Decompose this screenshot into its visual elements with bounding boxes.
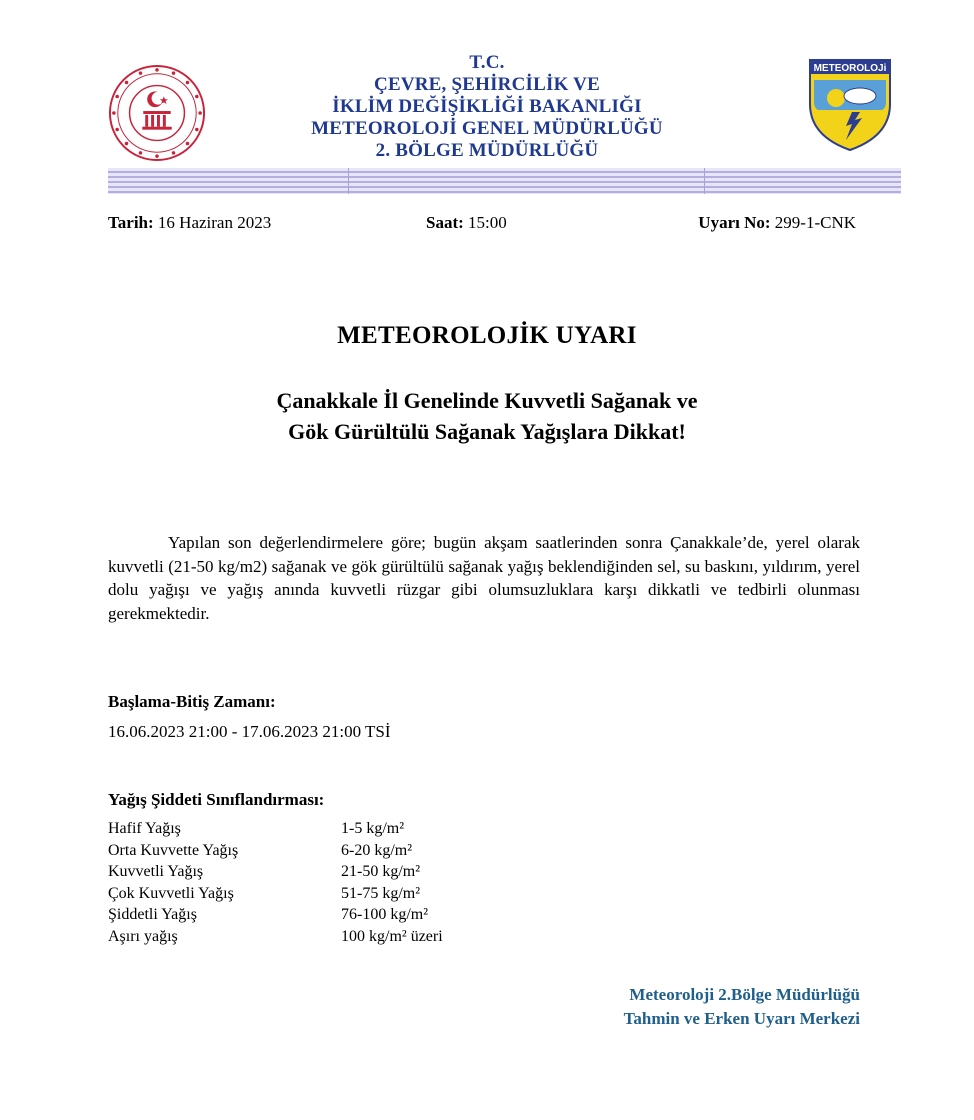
seal-star-icon bbox=[172, 151, 176, 155]
class-range: 100 kg/m² üzeri bbox=[341, 927, 443, 945]
warning-body bbox=[108, 531, 860, 625]
class-range: 76-100 kg/m² bbox=[341, 906, 429, 923]
header-divider-band bbox=[108, 168, 901, 194]
warning-subtitle bbox=[0, 385, 974, 447]
table-row bbox=[108, 840, 443, 862]
seal-star-icon bbox=[172, 71, 176, 75]
seal-star-icon bbox=[186, 81, 190, 85]
issuer-signature bbox=[624, 983, 860, 1031]
meteorology-logo-icon bbox=[806, 58, 894, 152]
header-line-ministry-1: ÇEVRE, ŞEHİRCİLİK VE bbox=[374, 74, 600, 95]
seal-star-icon bbox=[155, 68, 159, 72]
date-label: Tarih: bbox=[108, 213, 154, 232]
class-name: Kuvvetli Yağış bbox=[108, 863, 204, 880]
seal-star-icon bbox=[112, 111, 116, 115]
class-name: Şiddetli Yağış bbox=[108, 906, 197, 923]
seal-star-icon bbox=[195, 128, 199, 132]
subtitle-line-1: Çanakkale İl Genelinde Kuvvetli Sağanak ve bbox=[276, 388, 698, 413]
issuer-line-1: Meteoroloji 2.Bölge Müdürlüğü bbox=[629, 985, 860, 1004]
class-range: 1-5 kg/m² bbox=[341, 820, 405, 837]
date-value: 16 Haziran 2023 bbox=[153, 213, 272, 232]
seal-star-icon bbox=[115, 95, 119, 99]
seal-star-icon bbox=[139, 71, 143, 75]
seal-star-icon bbox=[195, 95, 199, 99]
seal-star-icon bbox=[125, 142, 129, 146]
table-row bbox=[108, 883, 443, 905]
seal-star-icon bbox=[155, 154, 159, 158]
ministry-seal-icon bbox=[108, 64, 206, 162]
time-value: 15:00 bbox=[463, 213, 507, 232]
table-row bbox=[108, 926, 443, 948]
class-name: Orta Kuvvette Yağış bbox=[108, 841, 239, 859]
warning-body-text: Yapılan son değerlendirmelere göre; bugün akşam saatlerinden sonra Çanakkale’de, yerel olarak kuvvetli (21-50 kg/m2) sağanak ve gök gürültülü sağanak yağış beklendiğinden sel, su baskını, yıldırım, yerel dolu yağışı ve yağış anında kuvvetli rüzgar gibi olumsuzluklara karşı dikkatli ve tedbirli olunması gerekmektedir. bbox=[108, 533, 860, 623]
seal-star-icon bbox=[115, 128, 119, 132]
table-row bbox=[108, 818, 443, 840]
seal-star-icon bbox=[186, 142, 190, 146]
class-range: 51-75 kg/m² bbox=[341, 884, 421, 902]
header-title bbox=[230, 52, 744, 162]
warning-no-value: 299-1-CNK bbox=[770, 213, 856, 232]
seal-star-icon bbox=[139, 151, 143, 155]
class-range: 21-50 kg/m² bbox=[341, 863, 421, 880]
subtitle-line-2: Gök Gürültülü Sağanak Yağışlara Dikkat! bbox=[288, 419, 686, 444]
header-line-ministry-2: İKLİM DEĞİŞİKLİĞİ BAKANLIĞI bbox=[332, 96, 642, 117]
table-row bbox=[108, 904, 443, 926]
logo-text: METEOROLOJi bbox=[813, 63, 887, 74]
classification-label: Yağış Şiddeti Sınıflandırması: bbox=[108, 790, 325, 809]
header-line-tc: T.C. bbox=[469, 52, 505, 73]
seal-star-icon bbox=[198, 111, 202, 115]
period-label: Başlama-Bitiş Zamanı: bbox=[108, 692, 276, 711]
time-label: Saat: bbox=[426, 213, 464, 232]
class-name: Hafif Yağış bbox=[108, 820, 181, 837]
table-row bbox=[108, 861, 443, 883]
seal-star-icon bbox=[125, 81, 129, 85]
class-range: 6-20 kg/m² bbox=[341, 841, 413, 859]
page-title: METEOROLOJİK UYARI bbox=[337, 322, 637, 349]
warning-no-label: Uyarı No: bbox=[698, 213, 771, 232]
class-name: Aşırı yağış bbox=[108, 927, 178, 945]
header-line-region: 2. BÖLGE MÜDÜRLÜĞÜ bbox=[375, 140, 599, 161]
class-name: Çok Kuvvetli Yağış bbox=[108, 884, 234, 902]
classification-table bbox=[108, 818, 443, 947]
header-line-directorate: METEOROLOJİ GENEL MÜDÜRLÜĞÜ bbox=[311, 118, 663, 139]
period-value: 16.06.2023 21:00 - 17.06.2023 21:00 TSİ bbox=[108, 722, 391, 741]
issuer-line-2: Tahmin ve Erken Uyarı Merkezi bbox=[623, 1009, 860, 1028]
warning-number bbox=[698, 213, 856, 233]
warning-date bbox=[108, 213, 271, 233]
warning-time bbox=[426, 213, 507, 233]
